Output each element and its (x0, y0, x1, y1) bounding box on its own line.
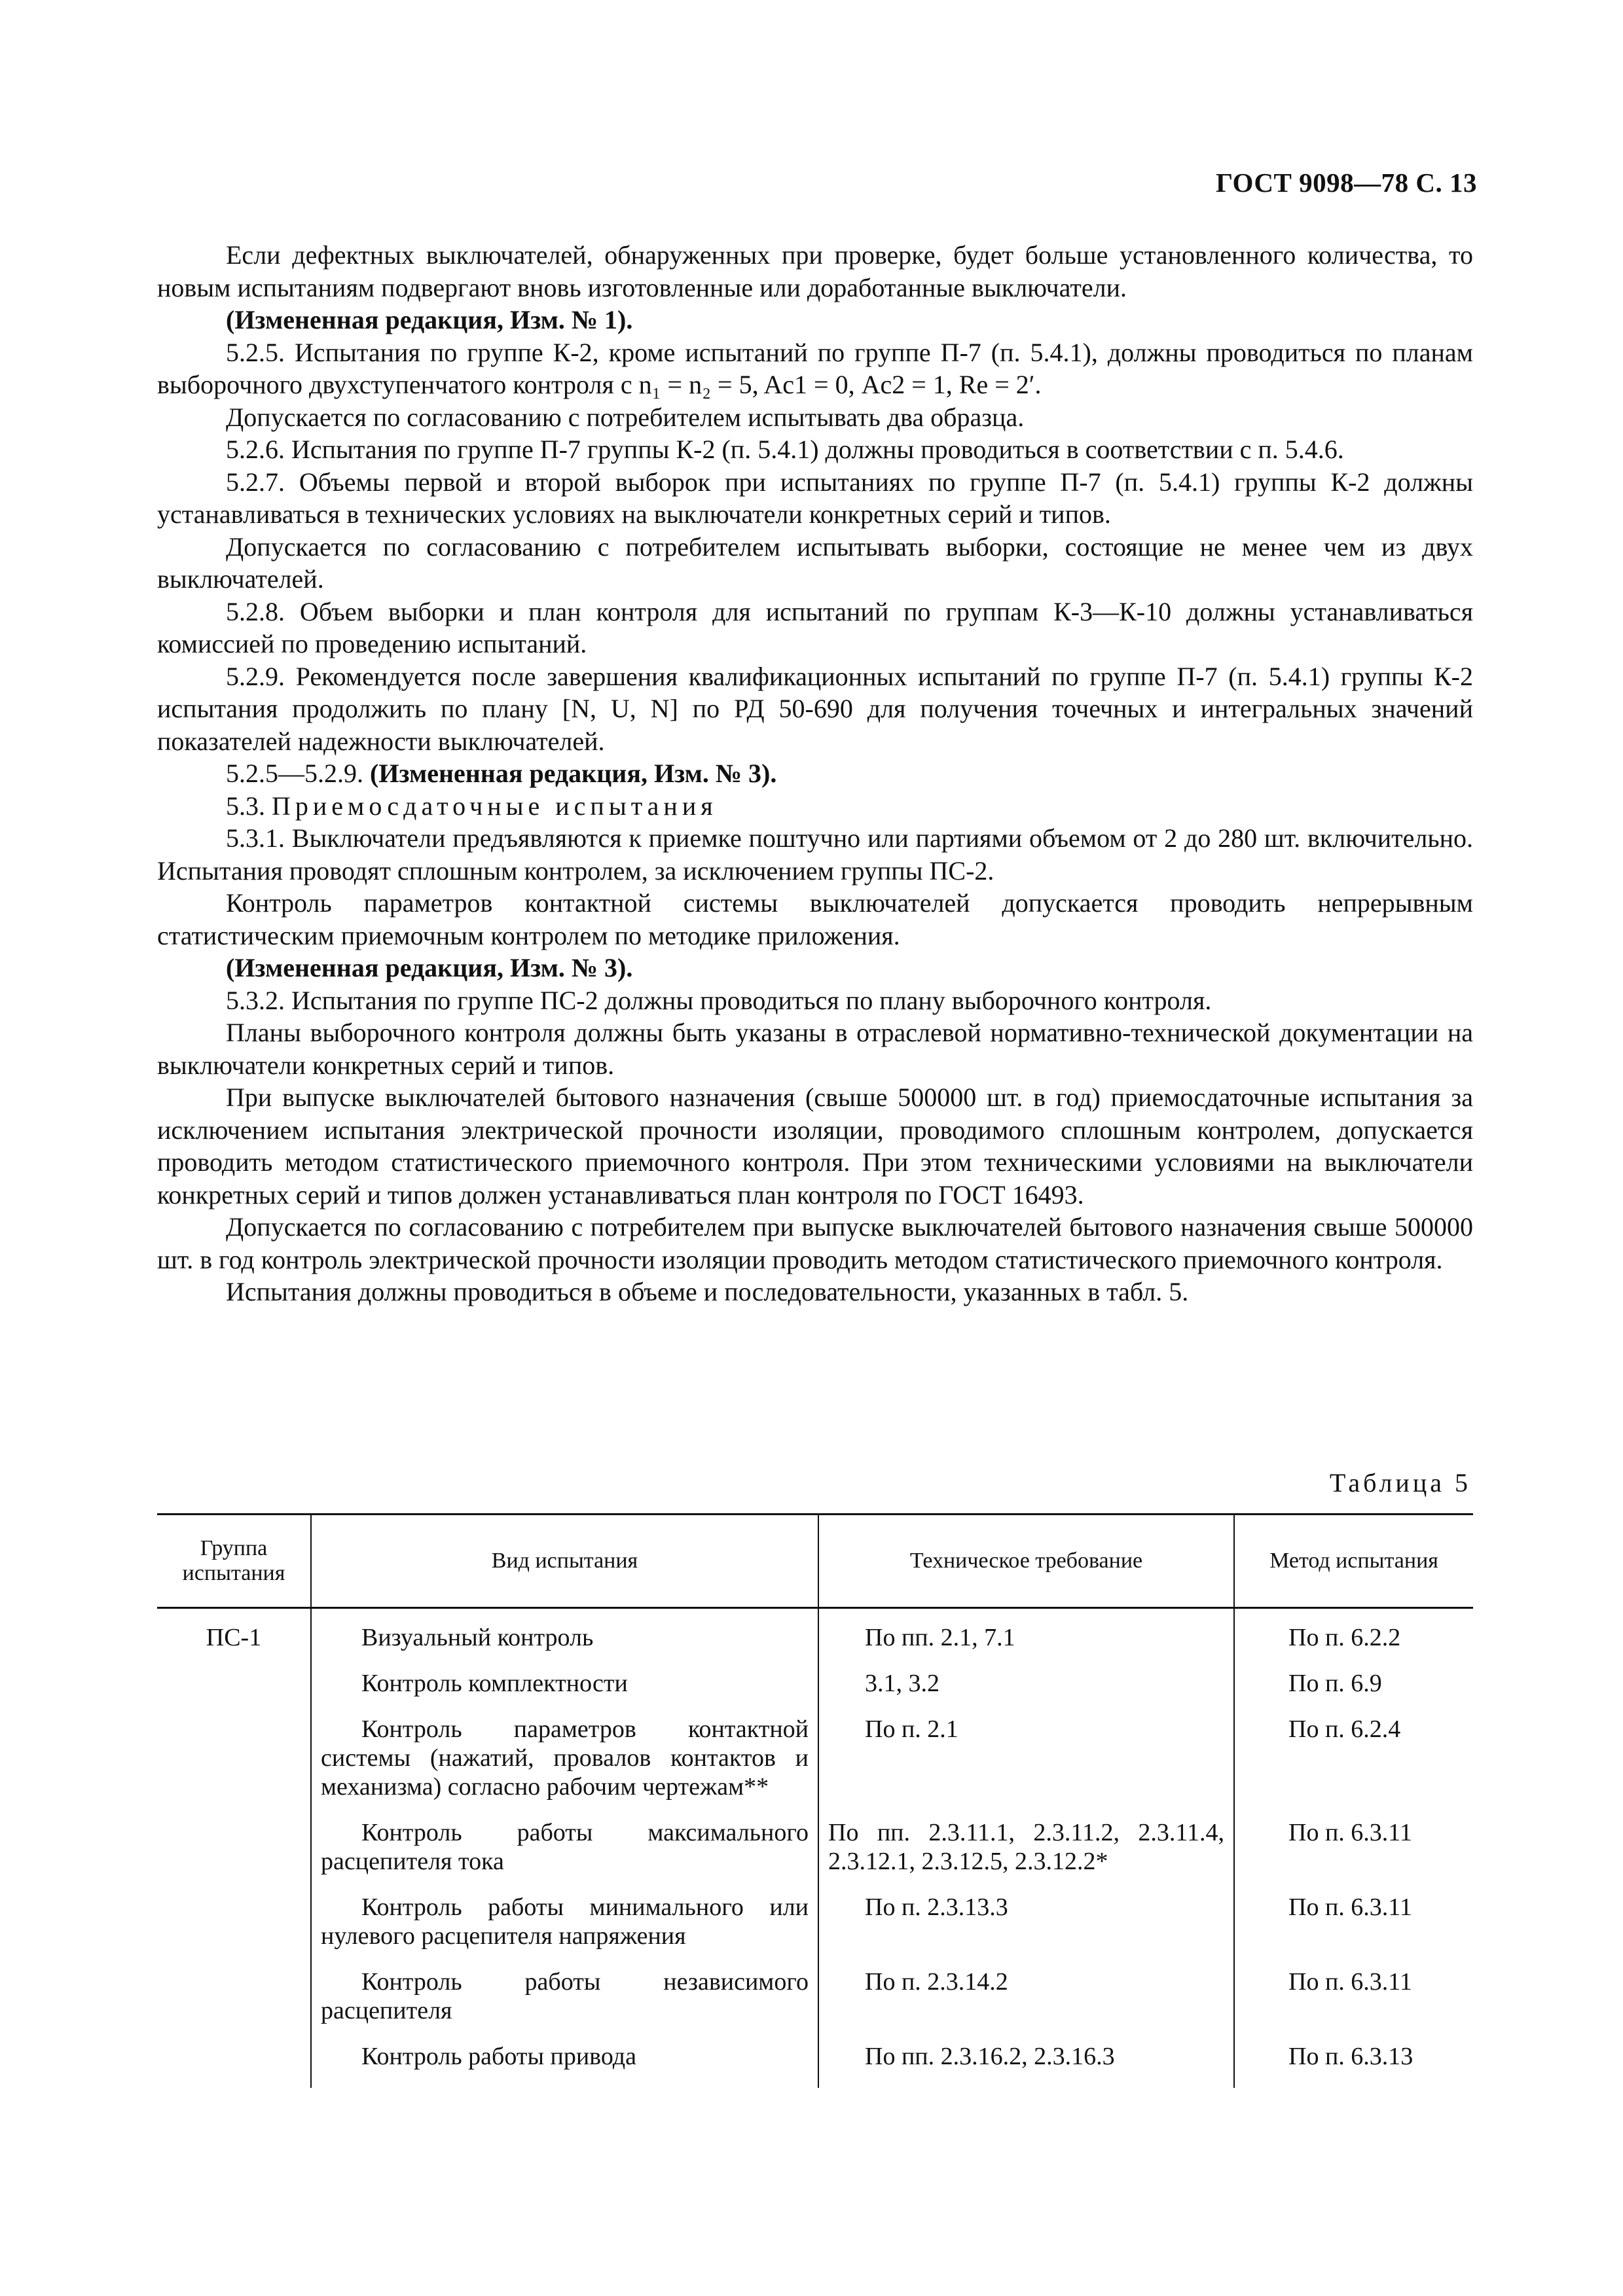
paragraph: 5.2.5. Испытания по группе К-2, кроме испытаний по группе П-7 (п. 5.4.1), должны проводиться по планам выборочного двухступенчатого контроля с n₁ = n₂ = 5, Aс1 = 0, Aс2 = 1, Rе = 2′. (157, 337, 1473, 399)
table-row (157, 2042, 1473, 2088)
cell-group (157, 1818, 311, 1893)
cell-method: По п. 6.3.11 (1234, 1818, 1473, 1893)
table-row (157, 1715, 1473, 1818)
cell-requirement: По п. 2.3.14.2 (818, 1967, 1234, 2042)
paragraph: Испытания должны проводиться в объеме и последовательности, указанных в табл. 5. (226, 1277, 1189, 1306)
cell-text: Контроль работы независимого расцепителя (321, 1968, 809, 2024)
paragraph: При выпуске выключателей бытового назначения (свыше 500000 шт. в год) приемосдаточные испытания за исключением испытания электрической прочности изоляции, проводимого сплошным контролем, допускается проводить методом статистического приемочного контроля. При этом техническими условиями на выключатели конкретных серий и типов должен устанавливаться план контроля по ГОСТ 16493. (157, 1083, 1473, 1210)
amendment-note: (Измененная редакция, Изм. № 1). (226, 305, 633, 334)
cell-test-type (311, 2042, 818, 2088)
paragraph: Допускается по согласованию с потребителем при выпуске выключателей бытового назначения свыше 500000 шт. в год контроль электрической прочности изоляции проводить методом статистического приемочного контроля. (157, 1212, 1473, 1274)
cell-text: Контроль параметров контактной системы (нажатий, провалов контактов и механизма) согласно рабочим чертежам** (321, 1715, 809, 1801)
cell-group (157, 1967, 311, 2042)
column-header-method: Метод испытания (1234, 1515, 1473, 1608)
amendment-label: (Измененная редакция, Изм. № 3). (370, 759, 777, 788)
cell-requirement: По пп. 2.1, 7.1 (818, 1608, 1234, 1670)
cell-text: Контроль работы привода (361, 2043, 636, 2070)
test-table (157, 1513, 1473, 2088)
cell-group: ПС-1 (206, 1624, 262, 1651)
table-row (157, 1608, 1473, 1670)
cell-method: По п. 6.3.11 (1234, 1967, 1473, 2042)
paragraph: 5.2.8. Объем выборки и план контроля для испытаний по группам К-3—К-10 должны устанавливаться комиссией по проведению испытаний. (157, 596, 1473, 658)
paragraph: 5.3.2. Испытания по группе ПС-2 должны проводиться по плану выборочного контроля. (226, 985, 1212, 1015)
cell-method: По п. 6.3.13 (1234, 2042, 1473, 2088)
cell-group (157, 1669, 311, 1715)
cell-requirement: По п. 2.3.13.3 (818, 1893, 1234, 1967)
section-number: 5.3. (226, 791, 265, 821)
cell-requirement: По пп. 2.3.16.2, 2.3.16.3 (818, 2042, 1234, 2088)
table-row (157, 1669, 1473, 1715)
paragraph: Допускается по согласованию с потребителем испытывать два образца. (226, 402, 1025, 432)
paragraph: Допускается по согласованию с потребителем испытывать выборки, состоящие не менее чем из двух выключателей. (157, 531, 1473, 594)
amendment-note: (Измененная редакция, Изм. № 3). (226, 953, 633, 982)
cell-test-type (311, 1608, 818, 1670)
cell-test-type (311, 1893, 818, 1967)
column-header-test-type: Вид испытания (311, 1515, 818, 1608)
cell-requirement (818, 1818, 1234, 1893)
table-row (157, 1893, 1473, 1967)
table-caption: Таблица 5 (1329, 1468, 1471, 1498)
cell-group (157, 2042, 311, 2088)
cell-text: Визуальный контроль (361, 1624, 594, 1651)
table-row (157, 1818, 1473, 1893)
cell-method: По п. 6.2.4 (1234, 1715, 1473, 1818)
table-header-row (157, 1515, 1473, 1608)
paragraph: 5.2.9. Рекомендуется после завершения квалификационных испытаний по группе П-7 (п. 5.4.1) группы К-2 испытания продолжить по плану [N, U, N] по РД 50-690 для получения точечных и интегральных значений показателей надежности выключателей. (157, 661, 1473, 756)
paragraph: 5.2.6. Испытания по группе П-7 группы К-2 (п. 5.4.1) должны проводиться в соответствии с п. 5.4.6. (226, 435, 1344, 464)
cell-text: Контроль работы максимального расцепителя тока (321, 1819, 809, 1875)
paragraph: Контроль параметров контактной системы выключателей допускается проводить непрерывным статистическим приемочным контролем по методике приложения. (157, 888, 1473, 950)
column-header-group: Группа испытания (157, 1515, 311, 1608)
paragraph: Планы выборочного контроля должны быть указаны в отраслевой нормативно-технической документации на выключатели конкретных серий и типов. (157, 1018, 1473, 1080)
section-heading (157, 790, 1473, 823)
cell-test-type (311, 1669, 818, 1715)
cell-test-type (311, 1715, 818, 1818)
cell-text: Контроль комплектности (361, 1670, 628, 1697)
cell-group (157, 1893, 311, 1967)
cell-method: По п. 6.9 (1234, 1669, 1473, 1715)
cell-requirement: По п. 2.1 (818, 1715, 1234, 1818)
paragraph: 5.3.1. Выключатели предъявляются к приемке поштучно или партиями объемом от 2 до 280 шт. включительно. Испытания проводят сплошным контролем, за исключением группы ПС-2. (157, 823, 1473, 886)
page-header: ГОСТ 9098—78 С. 13 (1215, 168, 1477, 198)
section-title: Приемосдаточные испытания (272, 791, 718, 821)
paragraph: 5.2.7. Объемы первой и второй выборок при испытаниях по группе П-7 (п. 5.4.1) группы К-2 должны устанавливаться в технических условиях на выключатели конкретных серий и типов. (157, 467, 1473, 529)
cell-method: По п. 6.2.2 (1234, 1608, 1473, 1670)
cell-test-type (311, 1967, 818, 2042)
amendment-note (157, 757, 1473, 790)
paragraph: Если дефектных выключателей, обнаруженных при проверке, будет больше установленного количества, то новым испытаниям подвергают вновь изготовленные или доработанные выключатели. (157, 240, 1473, 302)
cell-text: По пп. 2.3.11.1, 2.3.11.2, 2.3.11.4, 2.3.12.1, 2.3.12.5, 2.3.12.2* (828, 1819, 1224, 1875)
cell-requirement: 3.1, 3.2 (818, 1669, 1234, 1715)
clause-range: 5.2.5—5.2.9. (226, 759, 363, 788)
cell-text: Контроль работы минимального или нулевого расцепителя напряжения (321, 1893, 809, 1950)
cell-method: По п. 6.3.11 (1234, 1893, 1473, 1967)
table-row (157, 1967, 1473, 2042)
cell-group (157, 1715, 311, 1818)
cell-test-type (311, 1818, 818, 1893)
body-text (157, 239, 1473, 1308)
column-header-requirement: Техническое требование (818, 1515, 1234, 1608)
